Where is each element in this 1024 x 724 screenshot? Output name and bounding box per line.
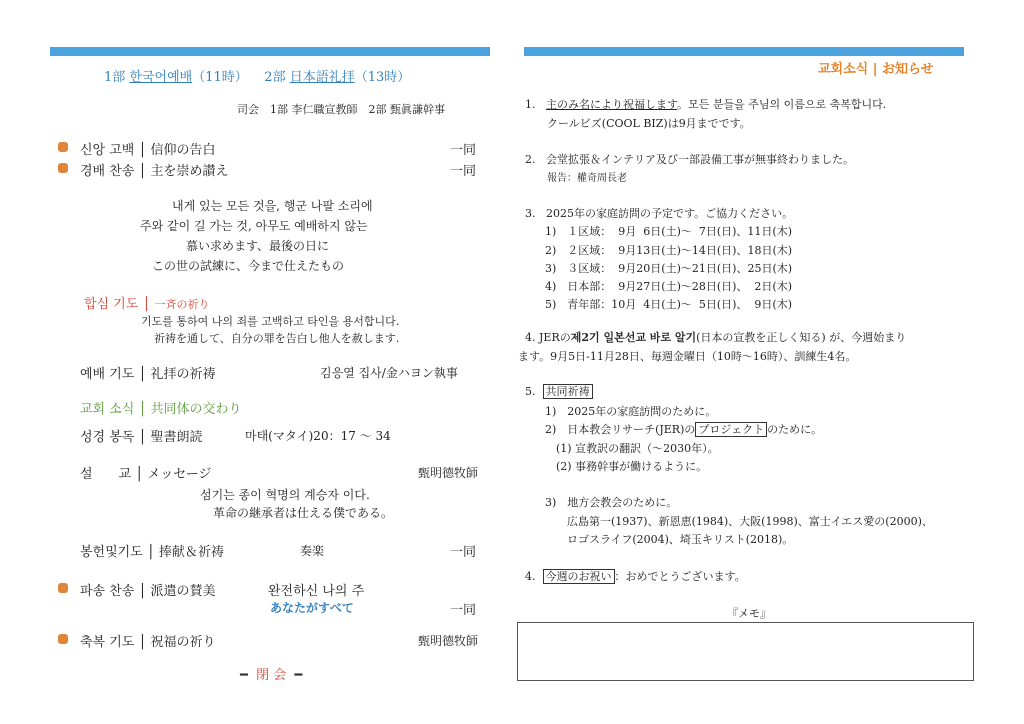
confession-who: 一同 [450, 143, 477, 158]
memo-label: 『メモ』 [727, 607, 771, 620]
offering-music: 奏楽 [300, 544, 325, 558]
verse-line-2: 주와 같이 길 가는 것, 아무도 예배하지 않는 [140, 219, 368, 233]
notice-2: 2. 会堂拡張＆インテリア及び一部設備工事が無事終わりました。 [525, 153, 854, 166]
presider-line: 司会 1部 李仁職宣教師 2部 甄眞謙幹事 [237, 103, 445, 116]
sending-hymn-song-jp: あなたがすべて [270, 601, 354, 615]
notice-4-line-2: ます。9月5日-11月28日、毎週金曜日（10時～16時）、訓練生4名。 [518, 350, 857, 363]
prayer-item-3-line-1: 広島第一(1937)、新恩恵(1984)、大阪(1998)、富士イエス愛の(2000)、 [567, 515, 933, 528]
left-header-bar [50, 47, 490, 56]
worship-prayer-row: 예배 기도 │ 礼拝の祈祷 [80, 367, 216, 382]
service-heading: 1部 한국어예배（11時） 2部 日本語礼拝（13時） [104, 70, 411, 85]
memo-box[interactable] [517, 622, 974, 681]
unison-prayer-line-1: 기도를 통하여 나의 죄를 고백하고 타인을 용서합니다. [141, 315, 400, 328]
confession-row: 신앙 고백 │ 信仰の告白 [80, 143, 216, 158]
notice-1: 1. 主のみ名により祝福します。모든 분들을 주님의 이름으로 축복합니다. [525, 98, 887, 111]
hymn-who: 一同 [450, 164, 477, 179]
visit-row: 5) 青年部：10月 4日(土)～ 5日(日)、 9日(木) [545, 298, 793, 311]
prayer-item-1: 1) 2025年の家庭訪問のために。 [545, 405, 717, 418]
closing: ━ 閉 会 ━ [240, 668, 303, 683]
visit-row: 1) １区域： 9月 6日(土)～ 7日(日)、11日(木) [545, 225, 793, 238]
notice-3: 3. 2025年の家庭訪問の予定です。ご協力ください。 [525, 207, 794, 220]
visit-row: 4) 日本部： 9月27日(土)～28日(日)、 2日(木) [545, 280, 793, 293]
visit-row: 3) ３区域： 9月20日(土)～21日(日)、25日(木) [545, 262, 793, 275]
sending-hymn-song-ko: 완전하신 나의 주 [268, 584, 365, 599]
bullet-icon [58, 634, 68, 644]
notice-6: 4. 今週のお祝い ：おめでとうございます。 [525, 570, 746, 583]
offering-who: 一同 [450, 545, 477, 560]
sending-hymn-row: 파송 찬송 │ 派遣の賛美 [80, 584, 216, 599]
sermon-who: 甄明德牧師 [418, 466, 479, 480]
notice-5: 5. 共同祈祷 [525, 383, 593, 399]
verse-line-3: 慕い求めます、最後の日に [186, 239, 330, 253]
bullet-icon [58, 583, 68, 593]
right-header-bar [524, 47, 964, 56]
benediction-who: 甄明德牧師 [418, 634, 479, 648]
unison-prayer-title: 합심 기도 │ 一斉の祈り [84, 297, 210, 312]
news-title: 교회소식 | お知らせ [818, 62, 934, 77]
prayer-item-2: 2) 日本教会リサーチ(JER)の プロジェクト のために。 [545, 423, 823, 436]
visit-row: 2) ２区域： 9月13日(土)～14日(日)、18日(木) [545, 244, 793, 257]
notice-4: 4. JERの제2기 일본선교 바로 알기(日本の宣教を正しく知る) が、今週始まり [525, 331, 907, 344]
worship-prayer-who: 김응열 집사/金ハヨン執事 [320, 366, 458, 380]
bullet-icon [58, 142, 68, 152]
notice-1-line-2: クールビズ(COOL BIZ)は9月までです。 [547, 117, 751, 130]
verse-line-1: 내게 있는 모든 것을, 행군 나팔 소리에 [172, 199, 373, 213]
church-news-row: 교회 소식 │ 共同体の交わり [80, 402, 242, 417]
offering-row: 봉헌및기도 │ 捧献＆祈祷 [80, 545, 224, 560]
verse-line-4: この世の試練に、今まで仕えたもの [152, 259, 345, 273]
scripture-row: 성경 봉독 │ 聖書朗読 [80, 430, 203, 445]
prayer-item-3: 3) 地方会教会のために。 [545, 496, 678, 509]
bullet-icon [58, 163, 68, 173]
prayer-item-2-1: (1) 宣教訳の翻訳（～2030年）。 [556, 442, 719, 455]
sermon-title-ko: 섬기는 종이 혁명의 계승자 이다. [200, 488, 370, 502]
unison-prayer-line-2: 祈祷を通して、自分の罪を告白し他人を赦します. [154, 332, 400, 345]
prayer-item-2-2: (2) 事務幹事が働けるように。 [556, 460, 708, 473]
prayer-item-3-line-2: ロゴスライフ(2004)、埼玉キリスト(2018)。 [567, 533, 794, 546]
sermon-title-jp: 革命の継承者は仕える僕である。 [213, 506, 394, 520]
benediction-row: 축복 기도 │ 祝福の祈り [80, 635, 216, 650]
scripture-ref: 마태(マタイ)20：17 ～ 34 [245, 429, 391, 443]
sending-hymn-who: 一同 [450, 603, 477, 618]
notice-2-sub: 報告：權奇周長老 [547, 173, 627, 184]
sermon-row: 설 교 │ メッセージ [80, 467, 212, 482]
hymn-row: 경배 찬송 │ 主を崇め讃え [80, 164, 229, 179]
